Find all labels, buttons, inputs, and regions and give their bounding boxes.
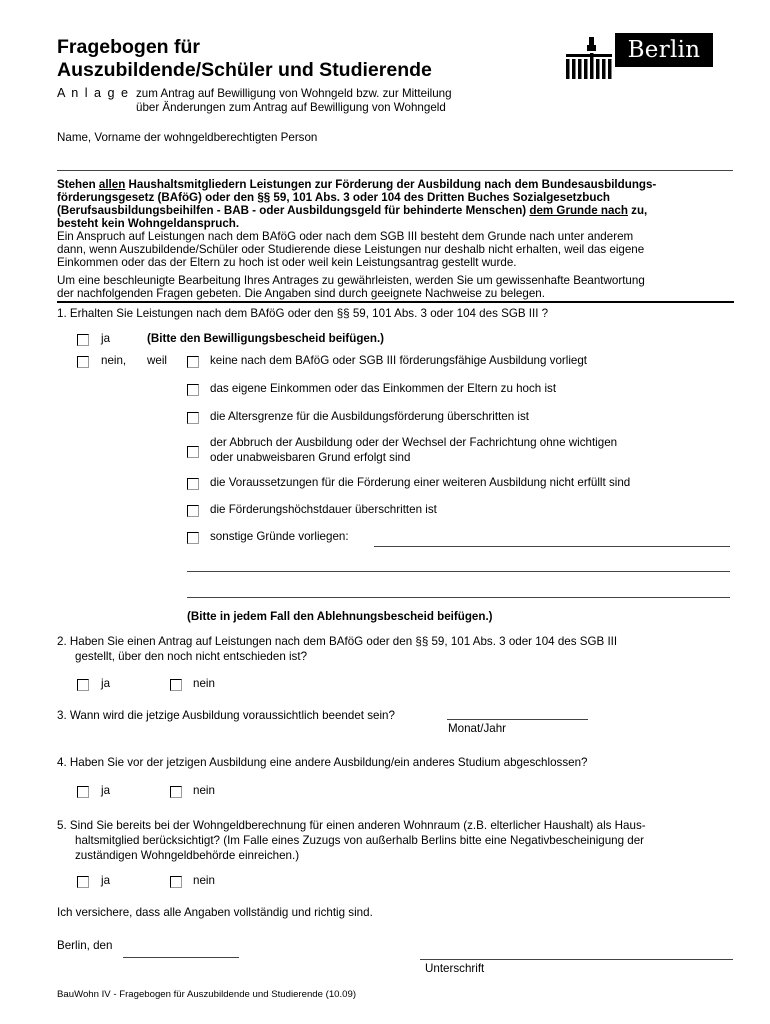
q1-reason-1-label: keine nach dem BAföG oder SGB III förderungsfähige Ausbildung vorliegt [210, 354, 588, 367]
form-title-line2: Auszubildende/Schüler und Studierende [57, 59, 432, 81]
q1-nein-checkbox[interactable] [77, 356, 89, 368]
date-input-line[interactable] [123, 957, 239, 958]
anlage-text-2: über Änderungen zum Antrag auf Bewilligung von Wohngeld [136, 101, 446, 114]
q1-reason-4-label-line2: oder unabweisbaren Grund erfolgt sind [210, 451, 411, 464]
q1-reason-7-checkbox[interactable] [187, 532, 199, 544]
q4-ja-label: ja [101, 784, 111, 797]
q1-reason-3-label: die Altersgrenze für die Ausbildungsförderung überschritten ist [210, 410, 530, 423]
anlage-label: A n l a g e [57, 86, 130, 100]
q3-date-input-line[interactable] [447, 719, 588, 720]
intro-p2-line2: dann, wenn Auszubildende/Schüler oder Studierende diese Leistungen nur deshalb nicht erhalten, weil das eigene [57, 243, 645, 256]
q5-question-line3: zuständigen Wohngeldbehörde einreichen.) [75, 849, 300, 862]
q4-nein-label: nein [193, 784, 215, 797]
q1-other-reasons-line-3[interactable] [187, 597, 730, 598]
q2-nein-label: nein [193, 677, 215, 690]
q3-date-caption: Monat/Jahr [448, 722, 506, 735]
q1-weil-label: weil [147, 354, 167, 367]
section-divider [57, 301, 734, 303]
q2-question-line1: 2. Haben Sie einen Antrag auf Leistungen nach dem BAföG oder den §§ 59, 101 Abs. 3 oder 104 des SGB III [57, 635, 618, 648]
q1-ja-checkbox[interactable] [77, 334, 89, 346]
form-title-line1: Fragebogen für [57, 36, 201, 58]
q5-nein-checkbox[interactable] [170, 876, 182, 888]
q1-reason-5-label: die Voraussetzungen für die Förderung einer weiteren Ausbildung nicht erfüllt sind [210, 476, 631, 489]
name-label: Name, Vorname der wohngeldberechtigten Person [57, 131, 318, 144]
signature-line[interactable] [420, 959, 733, 960]
q4-nein-checkbox[interactable] [170, 786, 182, 798]
q1-reason-3-checkbox[interactable] [187, 412, 199, 424]
q5-ja-checkbox[interactable] [77, 876, 89, 888]
form-id: BauWohn IV - Fragebogen für Auszubildende und Studierende (10.09) [57, 989, 357, 1000]
q1-reason-5-checkbox[interactable] [187, 478, 199, 490]
q1-ja-note: (Bitte den Bewilligungsbescheid beifügen.) [147, 332, 385, 345]
intro-p2-line3: Einkommen oder das der Eltern zu hoch ist oder weil kein Leistungsantrag gestellt wurde. [57, 256, 517, 269]
intro-p3-line2: der nachfolgenden Fragen gebeten. Die Angaben sind durch geeignete Nachweise zu belegen. [57, 287, 545, 300]
intro-p1-line2: förderungsgesetz (BAföG) oder den §§ 59, 101 Abs. 3 oder 104 des Dritten Buches Sozialgesetzbuch [57, 191, 610, 204]
q1-reason-1-checkbox[interactable] [187, 356, 199, 368]
intro-p1-line1: Stehen allen Haushaltsmitgliedern Leistungen zur Förderung der Ausbildung nach dem Bundesausbildungs- [57, 178, 657, 191]
q5-question-line2: haltsmitglied berücksichtigt? (Im Falle eines Zuzugs von außerhalb Berlins bitte eine Negativbescheinigung der [75, 834, 645, 847]
intro-p2-line1: Ein Anspruch auf Leistungen nach dem BAföG oder nach dem SGB III besteht dem Grunde nach unter anderem [57, 230, 634, 243]
q1-other-reasons-line-2[interactable] [187, 571, 730, 572]
q1-reason-7-label: sonstige Gründe vorliegen: [210, 530, 349, 543]
q1-question: 1. Erhalten Sie Leistungen nach dem BAföG oder den §§ 59, 101 Abs. 3 oder 104 des SGB III ? [57, 307, 549, 320]
q1-reason-6-checkbox[interactable] [187, 505, 199, 517]
berlin-logo-wordmark: Berlin [615, 33, 713, 67]
name-input-line[interactable] [57, 170, 733, 171]
q2-nein-checkbox[interactable] [170, 679, 182, 691]
q1-reason-2-checkbox[interactable] [187, 384, 199, 396]
q1-reason-2-label: das eigene Einkommen oder das Einkommen der Eltern zu hoch ist [210, 382, 557, 395]
intro-p3-line1: Um eine beschleunigte Bearbeitung Ihres Antrages zu gewährleisten, werden Sie um gewissenhafte Beantwortung [57, 274, 645, 287]
q1-other-reasons-line-1[interactable] [374, 546, 730, 547]
anlage-text-1: zum Antrag auf Bewilligung von Wohngeld bzw. zur Mitteilung [136, 87, 452, 100]
q1-note: (Bitte in jedem Fall den Ablehnungsbescheid beifügen.) [187, 610, 493, 623]
q2-question-line2: gestellt, über den noch nicht entschieden ist? [75, 650, 308, 663]
q1-nein-label: nein, [101, 354, 127, 367]
q2-ja-label: ja [101, 677, 111, 690]
q5-nein-label: nein [193, 874, 215, 887]
q4-question: 4. Haben Sie vor der jetzigen Ausbildung eine andere Ausbildung/ein anderes Studium abgeschlossen? [57, 756, 588, 769]
intro-p1-line3: (Berufsausbildungsbeihilfen - BAB - oder Ausbildungsgeld für behinderte Menschen) dem Grunde nach zu, [57, 204, 648, 217]
q2-ja-checkbox[interactable] [77, 679, 89, 691]
q1-ja-label: ja [101, 332, 111, 345]
q3-question: 3. Wann wird die jetzige Ausbildung voraussichtlich beendet sein? [57, 709, 395, 722]
intro-p1-line4: besteht kein Wohngeldanspruch. [57, 217, 240, 230]
q1-reason-6-label: die Förderungshöchstdauer überschritten ist [210, 503, 437, 516]
place-label: Berlin, den [57, 939, 113, 952]
q4-ja-checkbox[interactable] [77, 786, 89, 798]
q1-reason-4-label-line1: der Abbruch der Ausbildung oder der Wechsel der Fachrichtung ohne wichtigen [210, 436, 618, 449]
q1-reason-4-checkbox[interactable] [187, 446, 199, 458]
q5-question-line1: 5. Sind Sie bereits bei der Wohngeldberechnung für einen anderen Wohnraum (z.B. elterlicher Haushalt) als Haus- [57, 819, 646, 832]
q5-ja-label: ja [101, 874, 111, 887]
signature-label: Unterschrift [425, 962, 485, 975]
assurance-text: Ich versichere, dass alle Angaben vollständig und richtig sind. [57, 906, 373, 919]
berlin-bear-logo-icon [566, 37, 616, 79]
